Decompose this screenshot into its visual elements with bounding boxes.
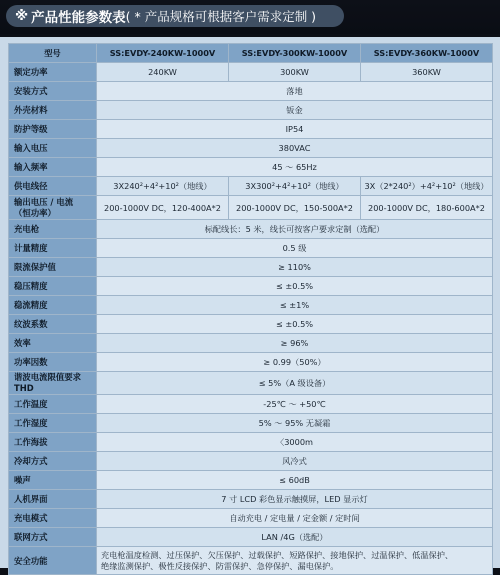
table-row: [9, 139, 493, 158]
row-label: 联网方式: [9, 528, 97, 547]
cell-value: 240KW: [97, 63, 229, 82]
table-row: [9, 452, 493, 471]
table-row: [9, 82, 493, 101]
row-label: 外壳材料: [9, 101, 97, 120]
cell-value: 〈3000m: [97, 433, 493, 452]
col-header-label: 型号: [9, 44, 97, 63]
table-row: [9, 196, 493, 220]
title-note: ( * 产品规格可根据客户需求定制 ): [125, 9, 317, 24]
row-label-line: （恒功率）: [14, 207, 56, 218]
cell-value: 200-1000V DC，180-600A*2: [361, 196, 493, 220]
safety-line: 充电枪温度检测、过压保护、欠压保护、过载保护、短路保护、接地保护、过温保护、低温保护、: [101, 549, 454, 560]
cell-value: 5% ～ 95% 无凝霜: [97, 414, 493, 433]
title-main: 产品性能参数表: [31, 10, 126, 26]
cell-value: ≥ 0.99（50%）: [97, 353, 493, 372]
row-label: 噪声: [9, 471, 97, 490]
table-header-row: [9, 44, 493, 63]
cell-value: 380VAC: [97, 139, 493, 158]
cell-value: 45 ～ 65Hz: [97, 158, 493, 177]
cell-value: 360KW: [361, 63, 493, 82]
cell-value: 300KW: [229, 63, 361, 82]
cell-value: 风冷式: [97, 452, 493, 471]
cell-value: ≤ ±0.5%: [97, 315, 493, 334]
cell-value: ≥ 110%: [97, 258, 493, 277]
cell-value: 7 寸 LCD 彩色显示触摸屏，LED 显示灯: [97, 490, 493, 509]
cell-value: 0.5 级: [97, 239, 493, 258]
table-row: [9, 277, 493, 296]
row-label: 功率因数: [9, 353, 97, 372]
cell-value: 3X300²+4²+10²（地线）: [229, 177, 361, 196]
table-row: [9, 315, 493, 334]
table-row: [9, 296, 493, 315]
table-row: [9, 101, 493, 120]
cell-value: 200-1000V DC，150-500A*2: [229, 196, 361, 220]
row-label-line: 输出电压 / 电流: [14, 196, 74, 207]
row-label: [9, 372, 97, 395]
row-label: 额定功率: [9, 63, 97, 82]
cell-value: ≤ 5%（A 级设备）: [97, 372, 493, 395]
col-header-model: SS:EVDY-300KW-1000V: [229, 44, 361, 63]
cell-value: -25℃ ～ +50℃: [97, 395, 493, 414]
table-row: [9, 158, 493, 177]
table-row: [9, 63, 493, 82]
row-label: 人机界面: [9, 490, 97, 509]
row-label: 工作湿度: [9, 414, 97, 433]
spec-table: [8, 43, 493, 575]
cell-value: LAN /4G（选配）: [97, 528, 493, 547]
safety-line: 绝缘监测保护、极性反接保护、防雷保护、急停保护、漏电保护。: [101, 560, 339, 571]
table-row: [9, 353, 493, 372]
table-row: [9, 490, 493, 509]
row-label: 供电线径: [9, 177, 97, 196]
table-row: [9, 528, 493, 547]
col-header-model: SS:EVDY-360KW-1000V: [361, 44, 493, 63]
cell-value: ≤ ±0.5%: [97, 277, 493, 296]
table-row: [9, 220, 493, 239]
row-label: 充电模式: [9, 509, 97, 528]
row-label: 输入电压: [9, 139, 97, 158]
table-row: [9, 334, 493, 353]
cell-value: 落地: [97, 82, 493, 101]
row-label: 安装方式: [9, 82, 97, 101]
cell-value: 200-1000V DC，120-400A*2: [97, 196, 229, 220]
row-label: 安全功能: [9, 547, 97, 575]
row-label: 工作海拔: [9, 433, 97, 452]
table-row: [9, 547, 493, 575]
cell-value: ≤ 60dB: [97, 471, 493, 490]
row-label: 工作温度: [9, 395, 97, 414]
table-row: [9, 509, 493, 528]
header-bar: [0, 0, 500, 34]
cell-value: [97, 547, 493, 575]
row-label-line: THD: [14, 383, 34, 393]
table-row: [9, 372, 493, 395]
row-label: 计量精度: [9, 239, 97, 258]
table-row: [9, 258, 493, 277]
table-row: [9, 239, 493, 258]
row-label: 输入频率: [9, 158, 97, 177]
row-label: 稳压精度: [9, 277, 97, 296]
col-header-model: SS:EVDY-240KW-1000V: [97, 44, 229, 63]
cell-value: 3X240²+4²+10²（地线）: [97, 177, 229, 196]
cell-value: IP54: [97, 120, 493, 139]
table-row: [9, 395, 493, 414]
table-row: [9, 471, 493, 490]
table-row: [9, 433, 493, 452]
table-row: [9, 414, 493, 433]
cell-value: 钣金: [97, 101, 493, 120]
table-row: [9, 177, 493, 196]
row-label: 防护等级: [9, 120, 97, 139]
row-label: 限流保护值: [9, 258, 97, 277]
row-label: 效率: [9, 334, 97, 353]
spec-sheet: [0, 37, 500, 571]
reference-mark: ※: [15, 8, 29, 24]
row-label-line: 谐波电流限值要求: [14, 372, 81, 382]
cell-value: 自动充电 / 定电量 / 定金额 / 定时间: [97, 509, 493, 528]
cell-value: ≥ 96%: [97, 334, 493, 353]
page-title: [6, 5, 344, 27]
row-label: 冷却方式: [9, 452, 97, 471]
row-label: 纹波系数: [9, 315, 97, 334]
table-row: [9, 120, 493, 139]
cell-value: 标配线长：5 米，线长可按客户要求定制（选配）: [97, 220, 493, 239]
row-label: 充电枪: [9, 220, 97, 239]
cell-value: ≤ ±1%: [97, 296, 493, 315]
row-label: 稳流精度: [9, 296, 97, 315]
row-label: [9, 196, 97, 220]
cell-value: 3X（2*240²）+4²+10²（地线）: [361, 177, 493, 196]
